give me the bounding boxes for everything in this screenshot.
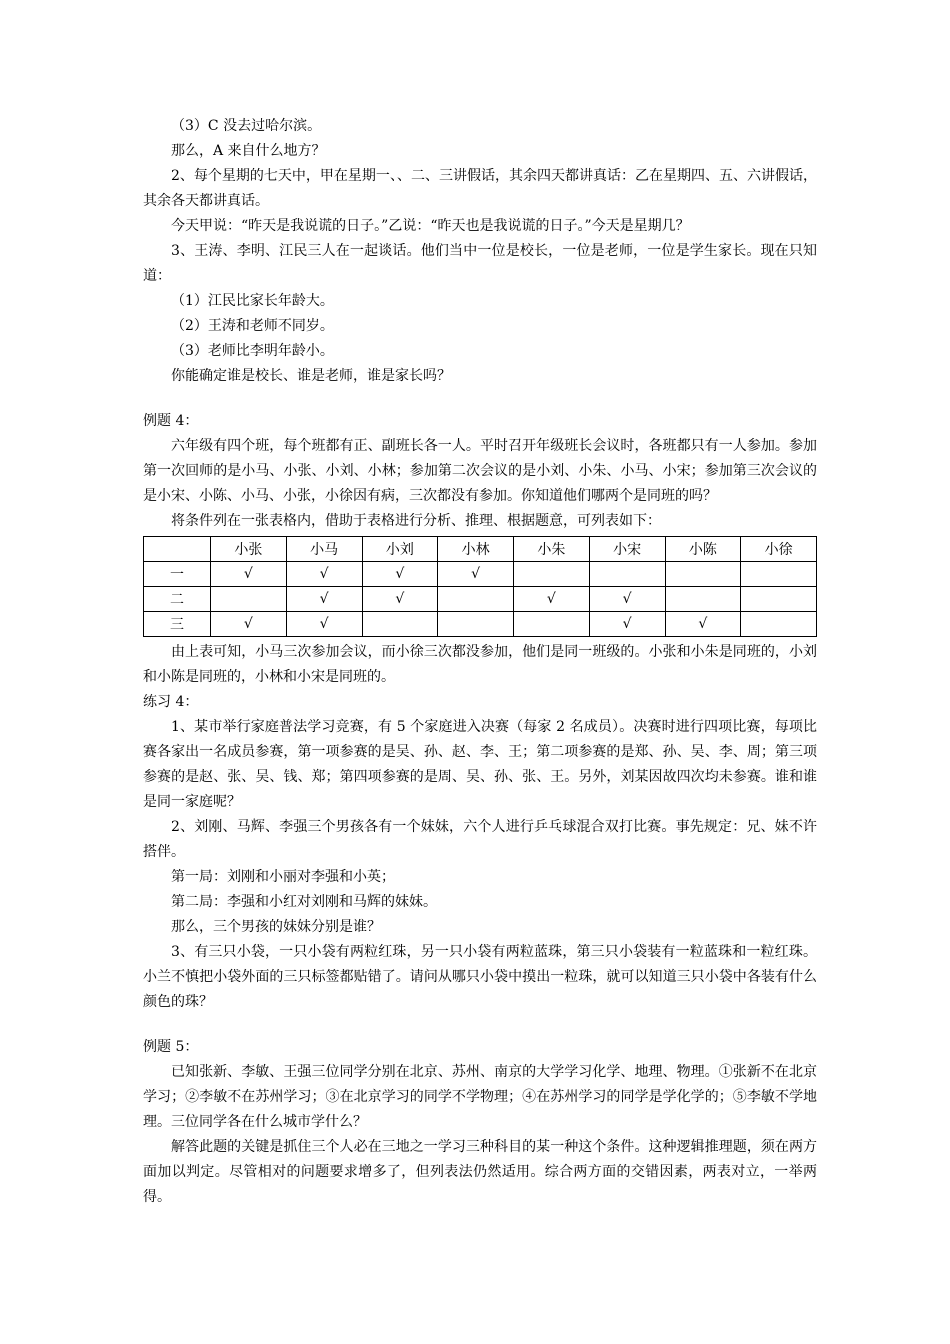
table-row: [144, 612, 817, 637]
table-cell: [741, 587, 817, 612]
condition-3: （3）C 没去过哈尔滨。: [171, 118, 322, 134]
problem-3-condition-1: （1）江民比家长年龄大。: [171, 293, 334, 309]
table-cell: √: [286, 587, 362, 612]
problem-2: 2、每个星期的七天中，甲在星期一、、二、三讲假话，其余四天都讲真话：乙在星期四、五、六讲假话，其余各天都讲真话。: [143, 168, 817, 209]
table-cell: √: [665, 612, 741, 637]
practice-4-question-3: 3、有三只小袋，一只小袋有两粒红珠，另一只小袋有两粒蓝珠，第三只小袋装有一粒蓝珠和一粒红珠。小兰不慎把小袋外面的三只标签都贴错了。请问从哪只小袋中摸出一粒珠，就可以知道三只小袋中各装有什么颜色的珠？: [143, 944, 817, 1010]
example-4-table-intro: 将条件列在一张表格内，借助于表格进行分析、推理、根据题意，可列表如下：: [171, 513, 661, 529]
question-line: 那么，A 来自什么地方？: [171, 143, 326, 159]
table-cell: [741, 612, 817, 637]
table-cell: 三: [144, 612, 211, 637]
table-cell: [741, 562, 817, 587]
table-header-cell: 小马: [286, 537, 362, 562]
table-row: [144, 587, 817, 612]
practice-4-heading: 练习 4：: [143, 694, 199, 710]
table-cell: √: [286, 612, 362, 637]
problem-3-question: 你能确定谁是校长、谁是老师，谁是家长吗？: [171, 368, 451, 384]
table-header-cell: 小林: [438, 537, 514, 562]
table-header-cell: 小宋: [589, 537, 665, 562]
table-header-cell: [144, 537, 211, 562]
table-header-cell: 小张: [211, 537, 287, 562]
table-cell: √: [362, 562, 438, 587]
table-header-row: [144, 537, 817, 562]
example-4-conclusion: 由上表可知，小马三次参加会议，而小徐三次都没参加，他们是同一班级的。小张和小朱是同班的，小刘和小陈是同班的，小林和小宋是同班的。: [143, 644, 817, 685]
example-4-heading: 例题 4：: [143, 413, 199, 429]
document-page: [143, 114, 817, 1210]
example-5-heading: 例题 5：: [143, 1039, 199, 1055]
table-cell: [665, 587, 741, 612]
table-cell: √: [438, 562, 514, 587]
problem-3: 3、王涛、李明、江民三人在一起谈话。他们当中一位是校长，一位是老师，一位是学生家长。现在只知道：: [143, 243, 817, 284]
table-cell: √: [362, 587, 438, 612]
table-header-cell: 小朱: [514, 537, 590, 562]
practice-4-question-2: 2、刘刚、马辉、李强三个男孩各有一个妹妹，六个人进行乒乓球混合双打比赛。事先规定：兄、妹不许搭伴。: [143, 819, 817, 860]
table-cell: √: [589, 612, 665, 637]
practice-4-round-2: 第二局：李强和小红对刘刚和马辉的妹妹。: [171, 894, 437, 910]
table-cell: [438, 612, 514, 637]
example-5-solution: 解答此题的关键是抓住三个人必在三地之一学习三种科目的某一种这个条件。这种逻辑推理题，须在两方面加以判定。尽管相对的问题要求增多了，但列表法仍然适用。综合两方面的交错因素，两表对立，一举两得。: [143, 1139, 817, 1205]
problem-3-condition-3: （3）老师比李明年龄小。: [171, 343, 334, 359]
table-header-cell: 小刘: [362, 537, 438, 562]
table-header-cell: 小徐: [741, 537, 817, 562]
table-cell: [514, 612, 590, 637]
table-cell: [362, 612, 438, 637]
table-cell: √: [211, 612, 287, 637]
table-header-cell: 小陈: [665, 537, 741, 562]
table-cell: 一: [144, 562, 211, 587]
table-cell: [665, 562, 741, 587]
table-row: [144, 562, 817, 587]
table-cell: [589, 562, 665, 587]
table-cell: 二: [144, 587, 211, 612]
table-cell: √: [514, 587, 590, 612]
table-cell: [514, 562, 590, 587]
practice-4-round-1: 第一局：刘刚和小丽对李强和小英；: [171, 869, 395, 885]
attendance-table: [143, 536, 817, 637]
table-cell: [211, 587, 287, 612]
practice-4-question-1: 1、某市举行家庭普法学习竞赛，有 5 个家庭进入决赛（每家 2 名成员）。决赛时进行四项比赛，每项比赛各家出一名成员参赛，第一项参赛的是吴、孙、赵、李、王；第二项参赛的是郑、孙、吴、李、周；第三项参赛的是赵、张、吴、钱、郑；第四项参赛的是周、吴、孙、张、王。另外，刘某因故四次均未参赛。谁和谁是同一家庭呢？: [143, 719, 817, 810]
table-cell: √: [286, 562, 362, 587]
practice-4-question-2-ask: 那么，三个男孩的妹妹分别是谁？: [171, 919, 381, 935]
table-cell: √: [211, 562, 287, 587]
example-4-paragraph: 六年级有四个班，每个班都有正、副班长各一人。平时召开年级班长会议时，各班都只有一人参加。参加第一次回师的是小马、小张、小刘、小林；参加第二次会议的是小刘、小朱、小马、小宋；参加第三次会议的是小宋、小陈、小马、小张，小徐因有病，三次都没有参加。你知道他们哪两个是同班的吗？: [143, 438, 817, 504]
problem-2-question: 今天甲说：“昨天是我说谎的日子。”乙说：“昨天也是我说谎的日子。”今天是星期几？: [171, 218, 690, 234]
example-5-paragraph: 已知张新、李敏、王强三位同学分别在北京、苏州、南京的大学学习化学、地理、物理。①张新不在北京学习；②李敏不在苏州学习；③在北京学习的同学不学物理；④在苏州学习的同学是学化学的；⑤李敏不学地理。三位同学各在什么城市学什么？: [143, 1064, 817, 1130]
problem-3-condition-2: （2）王涛和老师不同岁。: [171, 318, 334, 334]
table-cell: √: [589, 587, 665, 612]
table-cell: [438, 587, 514, 612]
